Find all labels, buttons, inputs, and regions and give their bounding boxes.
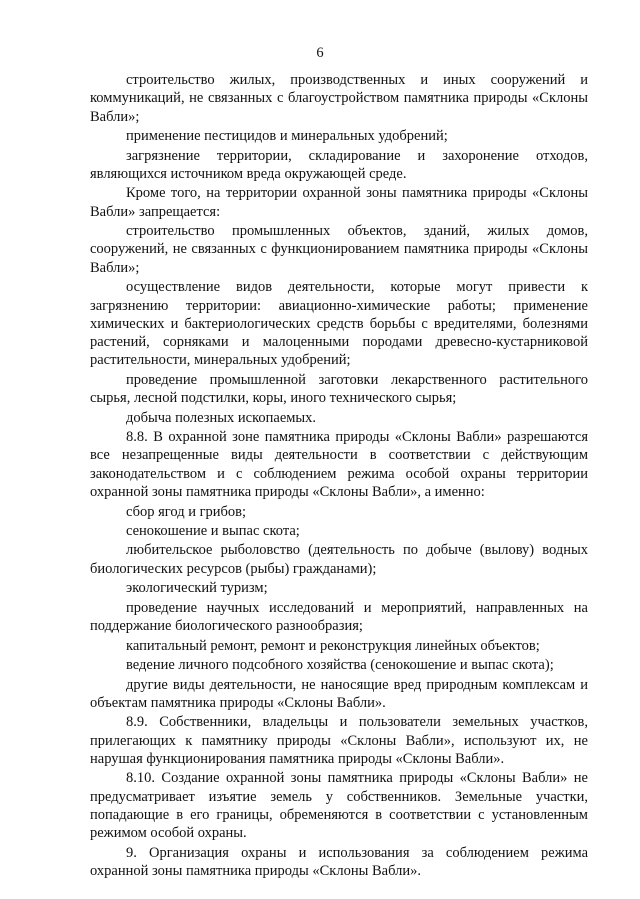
paragraph-section-9: 9. Организация охраны и использования за соблюдением режима охранной зоны памятника природы «Склоны Вабли».	[90, 844, 588, 880]
paragraph-section-8-9: 8.9. Собственники, владельцы и пользователи земельных участков, прилегающих к памятнику природы «Склоны Вабли», используют их, не нарушая функционирования памятника природы «Склоны Вабли».	[90, 714, 588, 767]
paragraph-fishing: любительское рыболовство (деятельность по добыче (вылову) водных биологических ресурсов (рыбы) гражданами);	[90, 542, 588, 577]
paragraph-haymaking: сенокошение и выпас скота;	[126, 523, 300, 539]
paragraph-construction-ban: строительство жилых, производственных и иных сооружений и коммуникаций, не связанных с благоустройством памятника природы «Склоны Вабли»;	[90, 72, 588, 125]
paragraph-section-8-8: 8.8. В охранной зоне памятника природы «Склоны Вабли» разрешаются все незапрещенные виды деятельности в соответствии с действующим законодательством и с соблюдением режима особой охраны территории охранной зоны памятника природы «Склоны Вабли», а именно:	[90, 429, 588, 501]
paragraph-contamination-activities-ban: осуществление видов деятельности, которые могут привести к загрязнению территории: авиационно-химические работы; применение химических и бактериологических средств борьбы с вредителями, болезнями растений, сорняками и малоценными породами древесно-кустарниковой растительности, минеральных удобрений;	[90, 279, 588, 369]
paragraph-pollution-ban: загрязнение территории, складирование и захоронение отходов, являющихся источником вреда окружающей среде.	[90, 147, 588, 182]
paragraph-other-activities: другие виды деятельности, не наносящие вред природным комплексам и объектам памятника природы «Склоны Вабли».	[90, 676, 588, 711]
paragraph-linear-objects-repair: капитальный ремонт, ремонт и реконструкция линейных объектов;	[126, 637, 540, 654]
paragraph-pesticides-ban: применение пестицидов и минеральных удобрений;	[126, 128, 448, 145]
paragraph-industrial-harvesting-ban: проведение промышленной заготовки лекарственного растительного сырья, лесной подстилки, коры, иного технического сырья;	[90, 371, 588, 407]
paragraph-section-8-10: 8.10. Создание охранной зоны памятника природы «Склоны Вабли» не предусматривает изъятие земель у собственников. Земельные участки, попадающие в его границы, обременяются в соответствии с установленным режимом особой охраны.	[90, 770, 588, 842]
paragraph-buffer-zone-intro: Кроме того, на территории охранной зоны памятника природы «Склоны Вабли» запрещается:	[90, 185, 588, 220]
document-body	[90, 71, 588, 882]
paragraph-industrial-construction-ban: строительство промышленных объектов, зданий, жилых домов, сооружений, не связанных с функционированием памятника природы «Склоны Вабли»;	[90, 223, 588, 276]
paragraph-research: проведение научных исследований и мероприятий, направленных на поддержание биологического разнообразия;	[90, 599, 588, 635]
paragraph-ecotourism: экологический туризм;	[126, 580, 268, 597]
paragraph-private-farming: ведение личного подсобного хозяйства (сенокошение и выпас скота);	[126, 657, 554, 674]
paragraph-mining-ban: добыча полезных ископаемых.	[126, 409, 317, 426]
paragraph-berries-mushrooms: сбор ягод и грибов;	[126, 503, 247, 520]
page-number: 6	[316, 45, 324, 61]
